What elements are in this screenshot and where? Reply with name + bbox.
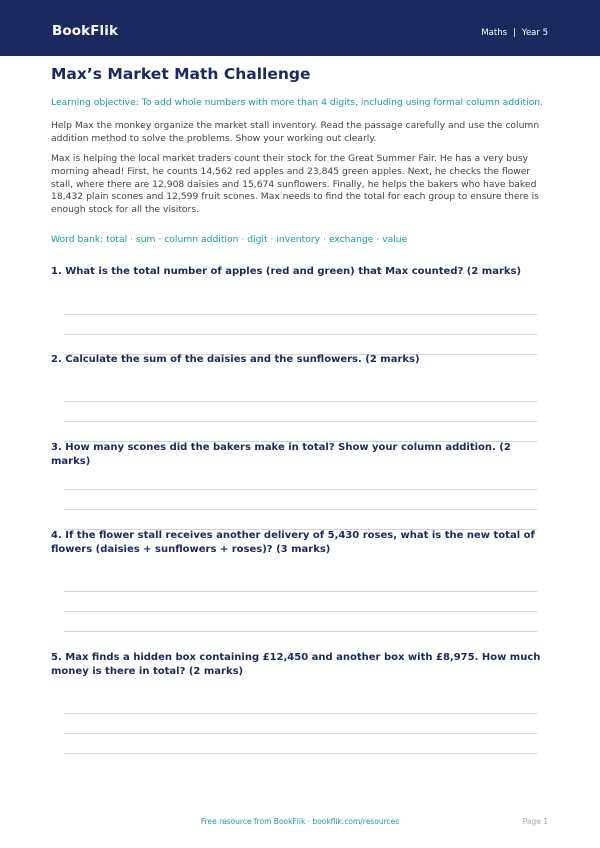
question-3: 3. How many scones did the bakers make in total? Show your column addition. (2 marks) [51,442,511,467]
question-4: 4. If the flower stall receives another delivery of 5,430 roses, what is the new total of flowers (daisies + sunflowers + roses)? (3 marks) [51,530,535,555]
answer-line[interactable] [64,421,537,422]
worksheet-title: Max’s Market Math Challenge [51,65,311,83]
answer-line[interactable] [64,334,537,335]
page-number: Page 1 [522,817,548,826]
word-bank: Word bank: total · sum · column addition · digit · inventory · exchange · value [51,234,408,245]
brand-logo: BookFlik [52,23,119,39]
meta-separator: | [513,28,516,38]
header-meta [481,28,548,38]
answer-line[interactable] [64,713,537,714]
subject-label: Maths [481,28,508,38]
answer-line[interactable] [64,509,537,510]
answer-line[interactable] [64,314,537,315]
answer-line[interactable] [64,591,537,592]
answer-line[interactable] [64,489,537,490]
answer-line[interactable] [64,401,537,402]
reading-passage: Max is helping the local market traders count their stock for the Great Summer Fair. He has a very busy morning ahead! First, he counts 14,562 red apples and 23,845 green apples. Next, he checks the flower stall, where there are 12,908 daisies and 15,674 sunflowers. Finally, he helps the bakers who have baked 18,432 plain scones and 12,599 fruit scones. Max needs to find the total for each group to ensure there is enough stock for all the visitors. [51,153,539,216]
answer-line[interactable] [64,611,537,612]
footer-credit: Free resource from BookFlik · bookflik.com/resources [200,817,400,826]
question-2: 2. Calculate the sum of the daisies and the sunflowers. (2 marks) [51,354,420,365]
answer-line[interactable] [64,753,537,754]
instructions: Help Max the monkey organize the market stall inventory. Read the passage carefully and use the column addition method to solve the problems. Show your working out clearly. [51,120,540,144]
answer-line[interactable] [64,631,537,632]
answer-line[interactable] [64,733,537,734]
question-5: 5. Max finds a hidden box containing £12,450 and another box with £8,975. How much money is there in total? (2 marks) [51,652,541,677]
learning-objective: Learning objective: To add whole numbers with more than 4 digits, including using formal column addition. [51,97,544,108]
question-1: 1. What is the total number of apples (red and green) that Max counted? (2 marks) [51,266,522,277]
header-bar [0,0,600,56]
year-label: Year 5 [521,28,548,38]
